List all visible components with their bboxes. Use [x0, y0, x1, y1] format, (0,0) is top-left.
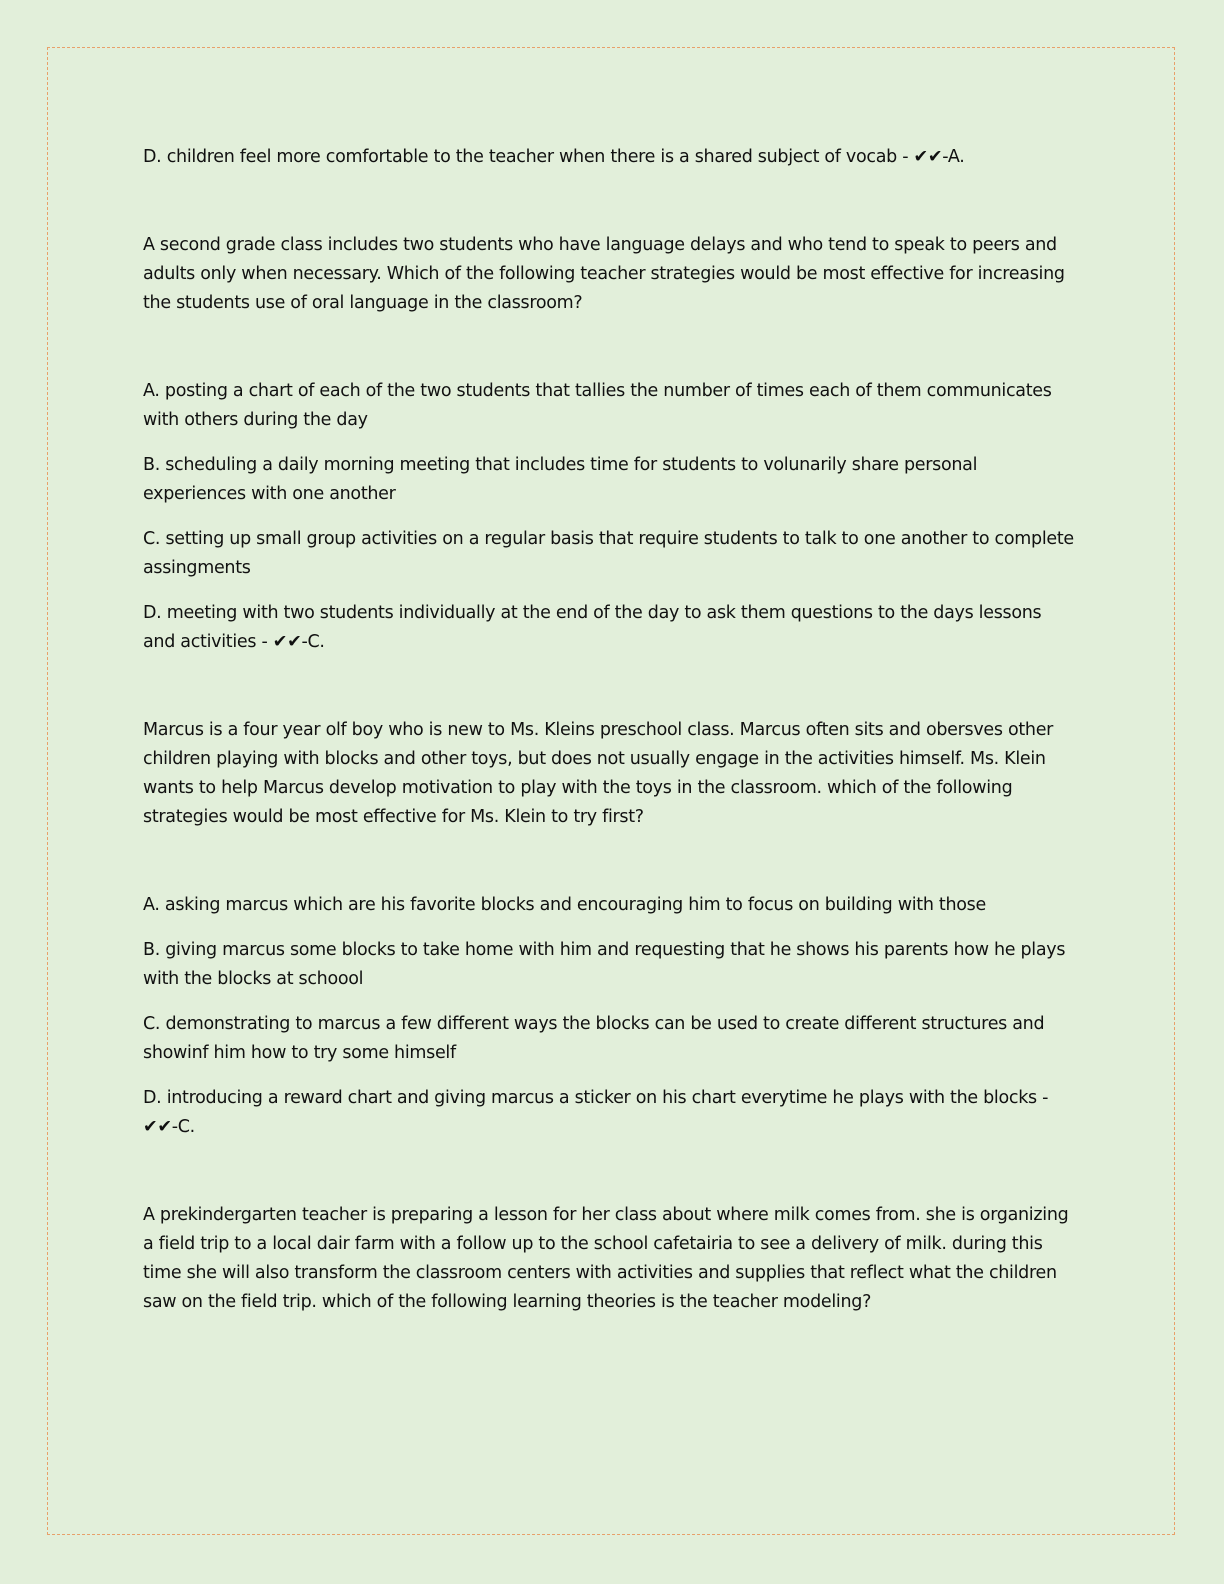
answer-option: D. meeting with two students individually at the end of the day to ask them questions to the days lessons and activities - ✔✔-C. [143, 603, 1042, 652]
answer-option: C. setting up small group activities on a regular basis that require students to talk to one another to complete assingments [143, 529, 1074, 578]
answer-option: A. asking marcus which are his favorite blocks and encouraging him to focus on building with those [143, 895, 986, 915]
question-text: A second grade class includes two students who have language delays and who tend to speak to peers and adults only when necessary. Which of the following teacher strategies would be most effective for increasing the students use of oral language in the classroom? [143, 235, 1065, 313]
answer-option: B. scheduling a daily morning meeting that includes time for students to volunarily share personal experiences with one another [143, 455, 978, 504]
answer-option: D. children feel more comfortable to the teacher when there is a shared subject of vocab - ✔✔-A. [143, 147, 965, 167]
document-body [143, 143, 1078, 1317]
answer-option: D. introducing a reward chart and giving marcus a sticker on his chart everytime he plays with the blocks - ✔✔-C. [143, 1088, 1049, 1137]
question-text: A prekindergarten teacher is preparing a lesson for her class about where milk comes from. she is organizing a field trip to a local dair farm with a follow up to the school cafetairia to see a delivery of milk. during this time she will also transform the classroom centers with activities and supplies that reflect what the children saw on the field trip. which of the following learning theories is the teacher modeling? [143, 1205, 1069, 1312]
question-text: Marcus is a four year olf boy who is new to Ms. Kleins preschool class. Marcus often sits and obersves other children playing with blocks and other toys, but does not usually engage in the activities himself. Ms. Klein wants to help Marcus develop motivation to play with the toys in the classroom. which of the following strategies would be most effective for Ms. Klein to try first? [143, 720, 1054, 827]
answer-option: C. demonstrating to marcus a few different ways the blocks can be used to create different structures and showinf him how to try some himself [143, 1014, 1045, 1063]
answer-option: A. posting a chart of each of the two students that tallies the number of times each of them communicates with others during the day [143, 381, 1052, 430]
answer-option: B. giving marcus some blocks to take home with him and requesting that he shows his parents how he plays with the blocks at schoool [143, 940, 1066, 989]
